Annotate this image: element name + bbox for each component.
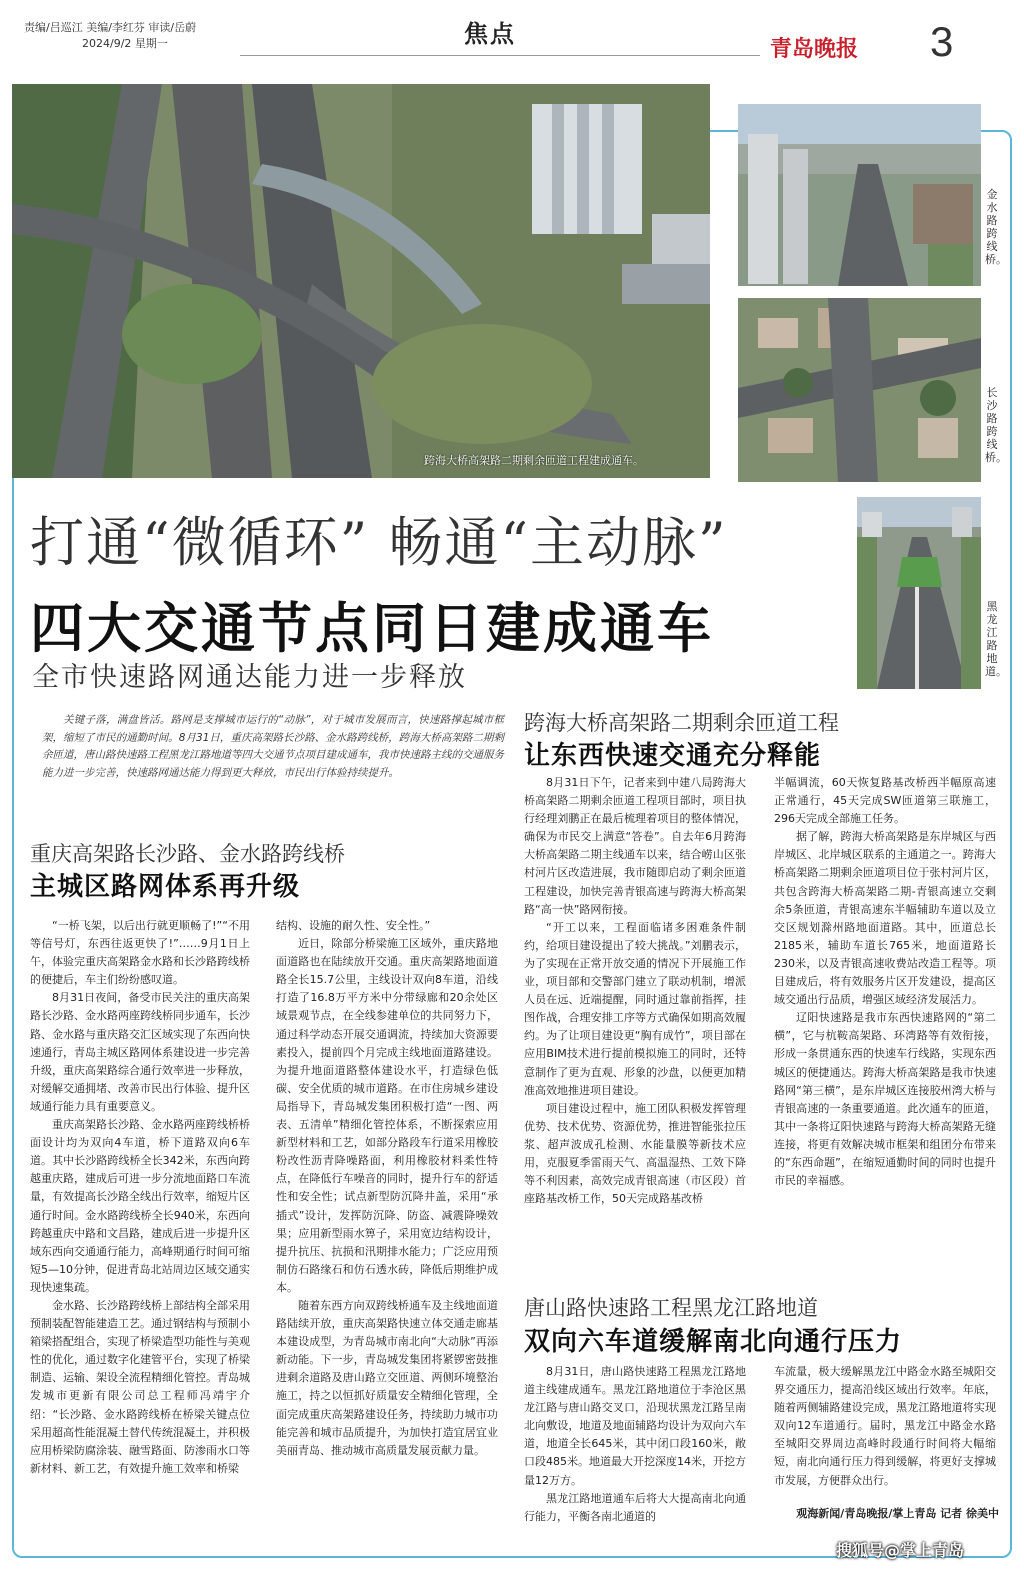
- paragraph: 半幅调流，60天恢复路基改桥西半幅原高速正常通行，45天完成SW匝道第三联施工，296天完成全部施工任务。: [774, 776, 996, 826]
- source-watermark: 搜狐号@掌上青岛: [836, 1541, 965, 1560]
- paragraph: 结构、设施的耐久性、安全性。”: [276, 919, 431, 932]
- headline-kicker: 打通“微循环” 畅通“主动脉”: [30, 511, 728, 574]
- caption-changsha-bridge: 长沙路跨线桥。: [985, 386, 1007, 464]
- section1-column-1: [30, 917, 250, 1567]
- photo-heilongjiang-tunnel: [857, 497, 981, 689]
- paragraph: 黑龙江路地道通车后将大大提高南北向通行能力，平衡各南北通道的: [524, 1491, 746, 1523]
- page-number: 3: [930, 18, 954, 65]
- section1-title: 主城区路网体系再升级: [30, 872, 301, 902]
- lead-paragraph: 关键子落，满盘皆活。路网是支撑城市运行的“动脉”，对于城市发展而言，快速路撑起城市框架，缩短了市民的通勤时间。8月31日，重庆高架路长沙路、金水路跨线桥，跨海大桥高架路二期剩余匝道，唐山路快速路工程黑龙江路地道等四大交通节点项目建成通车，我市快速路主线的交通服务能力进一步完善，快速路网通达能力得到更大释放，市民出行体验持续提升。: [42, 714, 504, 779]
- paragraph: “开工以来，工程面临诸多困难条件制约，给项目建设提出了较大挑战。”刘鹏表示，为了实现在正常开放交通的情况下开展施工作业，项目部和交警部门建立了联动机制，增派人员在远、近端提醒，同时通过靠前指挥，挂图作战，合理安排工序等方式确保如期高效履约。为了让项目建设更“胸有成竹”，项目部在应用BIM技术进行提前模拟施工的同时，还特意制作了更为直观、形象的沙盘，以便更加精准高效地推进项目建设。: [524, 920, 746, 1097]
- reporter-byline: 观海新闻/青岛晚报/掌上青岛 记者 徐美中: [796, 1507, 999, 1520]
- paragraph: 8月31日夜间，备受市民关注的重庆高架路长沙路、金水路两座跨线桥同步通车，长沙路、金水路与重庆路交汇区域实现了东西向快速通行，青岛主城区路网体系建设进一步完善升级，重庆高架路综合通行效率进一步释放，对缓解交通拥堵、改善市民出行体验、提升区域通行能力具有重要意义。: [30, 991, 250, 1113]
- section3-column-2: [774, 1363, 996, 1503]
- header-credits-block: [24, 20, 196, 52]
- paragraph: 辽阳快速路是我市东西快速路网的“第二横”，它与杭鞍高架路、环湾路等有效衔接，形成一条贯通东西的快速车行线路，实现东西城区的便捷通达。跨海大桥高架路是我市快速路网“第三横”，是东岸城区连接胶州湾大桥与青银高速的一条重要通道。此次通车的匝道，其中一条将辽阳快速路与跨海大桥高架路无缝连接，将更有效解决城市框架和组团分布带来的“东西命题”，在缩短通勤时间的同时也提升市民的幸福感。: [774, 1011, 996, 1188]
- newspaper-logo: 青岛晚报: [770, 36, 859, 62]
- paragraph: “一桥飞架，以后出行就更顺畅了!”“不用等信号灯，东西往返更快了!”……9月1日上午，体验完重庆高架路金水路和长沙路跨线桥的便捷后，车主们纷纷感叹道。: [30, 919, 250, 987]
- section-title: 焦点: [464, 20, 516, 48]
- section1-column-2: [276, 917, 498, 1567]
- section3-title: 双向六车道缓解南北向通行压力: [524, 1327, 903, 1357]
- main-photo-interchange: [12, 84, 710, 478]
- paragraph: 金水路、长沙路跨线桥上部结构全部采用预制装配智能建造工艺。通过钢结构与预制小箱梁搭配组合，实现了桥梁造型功能性与美观性的优化，通过数字化建管平台，实现了桥梁制造、运输、架设全流程精细化管控。青岛城发城市更新有限公司总工程师冯靖宇介绍：“长沙路、金水路跨线桥在桥梁关键点位采用超高性能混凝土替代传统混凝土，并积极应用桥梁防腐涂装、融雪路面、防渗雨水口等新材料、新工艺，有效提升施工效率和桥梁: [30, 1298, 250, 1475]
- paragraph: 据了解，跨海大桥高架路是东岸城区与西岸城区、北岸城区联系的主通道之一。跨海大桥高架路二期剩余匝道项目位于张村河片区，共包含跨海大桥高架路二期-青银高速立交剩余5条匝道，青银高速东半幅辅助车道以及立交区规划滁州路地面道路。其中，匝道总长2185米，辅助车道长765米，地面道路长230米，以及青银高速收费站改造工程等。项目建成后，将有效服务片区开发建设，提高区域交通出行品质，增强区域经济发展活力。: [774, 830, 996, 1007]
- photo-jinshui-bridge: [738, 104, 981, 286]
- paragraph: 随着东西方向双跨线桥通车及主线地面道路陆续开放，重庆高架路快速立体交通走廊基本建设成型，为青岛城市南北向“大动脉”再添新动能。下一步，青岛城发集团将紧锣密鼓推进剩余道路及唐山路立交匝道、两侧环境整治施工，持之以恒抓好质量安全精细化管理，全面完成重庆高架路建设任务，持续助力城市功能完善和城市品质提升，为加快打造宜居宜业美丽青岛、推动城市高质量发展贡献力量。: [276, 1298, 498, 1457]
- paragraph: 车流量，极大缓解黑龙江中路金水路至城阳交界交通压力，提高沿线区域出行效率。年底，随着两侧辅路建设完成，黑龙江路地道将实现双向12车道通行。届时，黑龙江中路金水路至城阳交界周边高峰时段通行时间将大幅缩短，南北向通行压力得到缓解，将更好支撑城市发展，方便群众出行。: [774, 1365, 996, 1487]
- paragraph: 项目建设过程中，施工团队积极发挥管理优势、技术优势、资源优势，推进智能张拉压浆、超声波成孔检测、水能量膜等新技术应用，克服夏季雷雨天气、高温湿热、工效下降等不利因素，高效完成青银高速（市区段）首座路基改桥工作，50天完成路基改桥: [524, 1101, 746, 1206]
- editor-credits: 责编/吕巡江 美编/李红芬 审读/岳蔚: [24, 21, 197, 34]
- photo-changsha-bridge: [738, 298, 981, 482]
- caption-jinshui-bridge: 金水路跨线桥。: [985, 188, 1007, 266]
- paragraph: 8月31日下午，记者来到中建八局跨海大桥高架路二期剩余匝道工程项目部时，项目执行经理刘鹏正在最后梳理着项目的整体情况，确保为市民交上满意“答卷”。自去年6月跨海大桥高架路二期主线通车以来，结合崂山区张村河片区改造进展，我市随即启动了剩余匝道工程建设，加快完善青银高速与跨海大桥高架路“高一快”路网衔接。: [524, 776, 746, 916]
- issue-date: 2024/9/2 星期一: [82, 37, 168, 50]
- main-photo-caption: 跨海大桥高架路二期剩余匝道工程建成通车。: [424, 454, 644, 467]
- section2-title: 让东西快速交通充分释能: [524, 741, 822, 771]
- paragraph: 8月31日，唐山路快速路工程黑龙江路地道主线建成通车。黑龙江路地道位于李沧区黑龙江路与唐山路交叉口，沿现状黑龙江路呈南北向敷设，地道及地面辅路均设计为双向六车道，地道全长645米，其中闭口段160米，敞口段485米。地道最大开挖深度14米，开挖方量12万方。: [524, 1365, 746, 1487]
- section1-kicker: 重庆高架路长沙路、金水路跨线桥: [30, 842, 345, 866]
- header-divider: [240, 55, 760, 56]
- paragraph: 近日，除部分桥梁施工区域外，重庆路地面道路也在陆续放开交通。重庆高架路地面道路全长15.7公里，主线设计双向8车道，沿线打造了16.8万平方米中分带绿廊和20余处区域景观节点，在全线参建单位的共同努力下，通过科学动态开展交通调流，持续加大资源要素投入，提前四个月完成主线地面道路建设。为提升地面道路整体建设水平，打造绿色低碳、安全优质的城市道路。在市住房城乡建设局指导下，青岛城发集团积极打造“一图、两表、五清单”精细化管控体系，不断探索应用新型材料和工艺，如部分路段车行道采用橡胶粉改性沥青降噪路面，利用橡胶材料柔性特点，在降低行车噪音的同时，提升行车的舒适性和安全性；试点新型防沉降井盖，采用“承插式”设计，发挥防沉降、防盗、减震降噪效果；应用新型雨水箅子，采用宽边结构设计，提升抗压、抗损和汛期排水能力；广泛应用预制仿石路缘石和仿石透水砖，降低后期维护成本。: [276, 937, 498, 1294]
- section2-kicker: 跨海大桥高架路二期剩余匝道工程: [524, 711, 839, 735]
- section2-column-1: [524, 774, 746, 1274]
- caption-heilongjiang-tunnel: 黑龙江路地道。: [985, 600, 1007, 678]
- section2-column-2: [774, 774, 996, 1274]
- headline-main: 四大交通节点同日建成通车: [30, 597, 714, 660]
- section3-column-1: [524, 1363, 746, 1563]
- headline-subtitle: 全市快速路网通达能力进一步释放: [32, 662, 467, 693]
- paragraph: 重庆高架路长沙路、金水路两座跨线桥桥面设计均为双向4车道，桥下道路双向6车道。其中长沙路跨线桥全长342米，东西向跨越重庆路，建成后可进一步分流地面路口车流量，有效提高长沙路全线出行效率，缩短片区通行时间。金水路跨线桥全长940米，东西向跨越重庆中路和文昌路，建成后进一步提升区域东西向交通通行能力，高峰期通行时间可缩短5—10分钟，促进青岛北站周边区域交通实现快速集疏。: [30, 1118, 250, 1294]
- section3-kicker: 唐山路快速路工程黑龙江路地道: [524, 1296, 818, 1320]
